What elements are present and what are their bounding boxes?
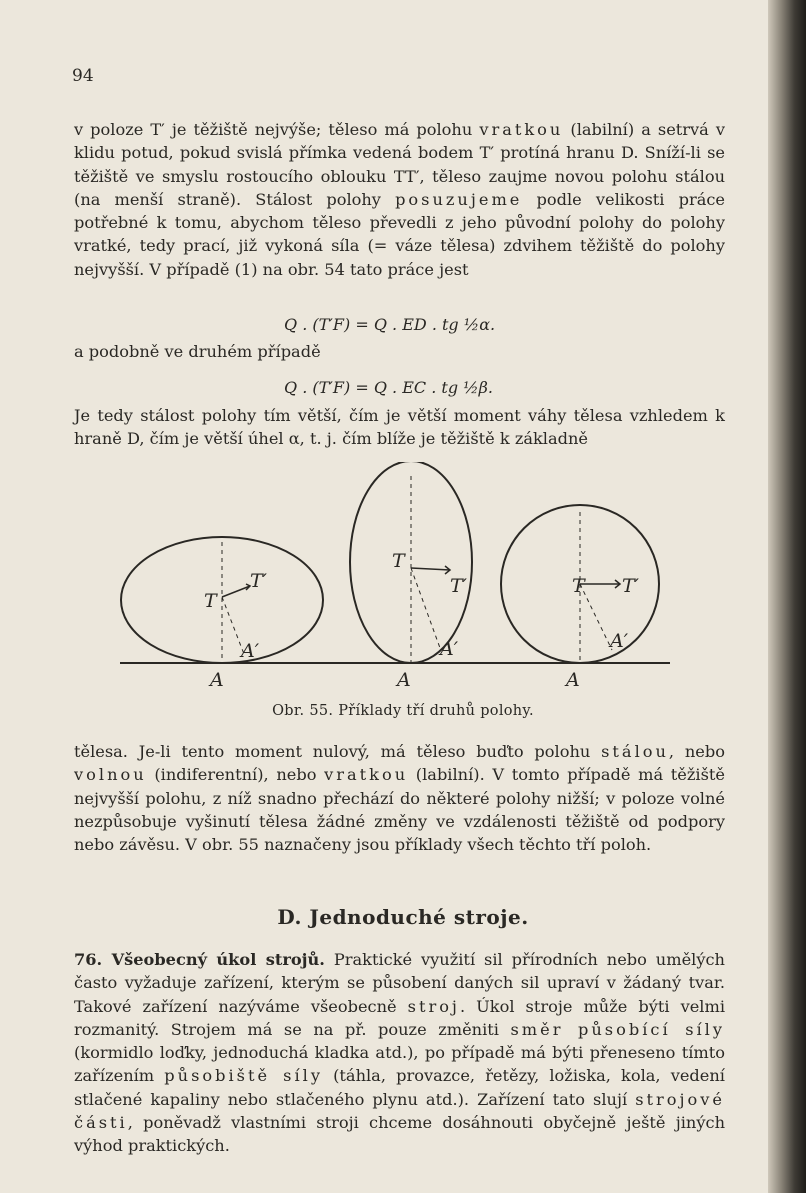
label-A-neutral: A [566,669,580,691]
page-binding-edge [768,0,806,1193]
figure-caption: Obr. 55. Příklady tří druhů polohy. [272,703,534,719]
paragraph-machines: 76. Všeobecný úkol strojů. Praktické využití sil přírodních nebo umělých často vyžaduje zařízení, kterým se působení daných sil upraví v žádaný tvar. Takové zařízení nazýváme všeobecně stroj. Úkol stroje může býti velmi rozmanitý. Strojem má se na př. pouze změniti směr působící síly (kormidlo loďky, jednoduchá kladka atd.), po případě má býti přeneseno tímto zařízením působiště síly (táhla, provazce, řetězy, ložiska, kola, vedení stlačené kapaliny nebo stlačeného plynu atd.). Zařízení tato slují strojové části, poněvadž vlastními stroji chceme dosáhnouti obyčejně ještě jiných výhod praktických. [74,950,726,1156]
paragraph-equilibrium-types: tělesa. Je-li tento moment nulový, má těleso buďto polohu stálou, nebo volnou (indiferentní), nebo vratkou (labilní). V tomto případě má těžiště nejvyšší polohu, z níž snadno přechází do některé polohy nižší; v poloze volné nezpůsobuje vyšinutí tělesa žádné změny ve vzdálenosti těžiště od podpory nebo závěsu. V obr. 55 naznačeny jsou příklady všech těchto tří poloh. [74,742,725,855]
section-title: D. Jednoduché stroje. [277,905,529,929]
label-T-unstable: T [392,550,405,572]
label-T-prime-neutral: T′ [622,575,639,597]
label-A-stable: A [210,669,224,691]
label-T-stable: T [204,590,217,612]
paragraph-stability-conclusion: Je tedy stálost polohy tím větší, čím je větší moment váhy tělesa vzhledem k hraně D, čím je větší úhel α, t. j. čím blíže je těžiště k základně [74,406,725,449]
label-A-prime-unstable: A′ [440,638,459,660]
label-A-prime-stable: A′ [241,640,260,662]
label-T-prime-unstable: T′ [450,575,467,597]
paragraph-stability: v poloze T′ je těžiště nejvýše; těleso má polohu vratkou (labilní) a setrvá v klidu potud, pokud svislá přímka vedená bodem T′ protíná hranu D. Sníží-li se těžiště ve smyslu rostoucího oblouku TT′, těleso zaujme novou polohu stálou (na menší straně). Stálost polohy posuzujeme podle velikosti práce potřebné k tomu, abychom těleso převedli z jeho původní polohy do polohy vratké, tedy prací, již vykoná síla (= váze tělesa) zdvihem těžiště do polohy nejvyšší. V případě (1) na obr. 54 tato práce jest [74,120,725,279]
label-A-unstable: A [397,669,411,691]
paragraph-heading: 76. Všeobecný úkol strojů. [74,950,325,969]
page-number: 94 [72,66,94,86]
label-A-prime-neutral: A′ [610,630,629,652]
figure-equilibrium-examples [100,462,680,692]
label-T-neutral: T [572,575,585,597]
formula-second-case: Q . (T′F) = Q . EC . tg ½β. [284,378,493,397]
formula-first-case: Q . (T′F) = Q . ED . tg ½α. [284,315,496,334]
label-T-prime-stable: T′ [250,570,267,592]
paragraph-second-case: a podobně ve druhém případě [74,342,321,361]
